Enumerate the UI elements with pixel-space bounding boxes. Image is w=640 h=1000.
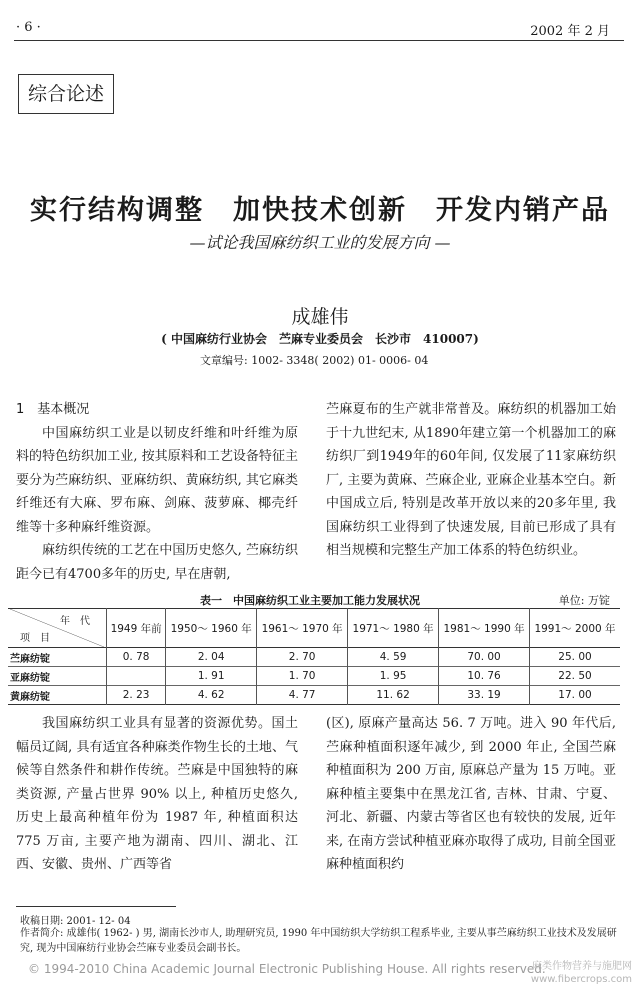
table-cell: 70. 00: [439, 648, 530, 667]
table-cell: 2. 23: [107, 686, 166, 705]
table-header-row: [8, 609, 620, 648]
body-column-right-bottom: [326, 712, 616, 877]
watermark-line: 麻类作物营养与施肥网: [532, 961, 632, 972]
paragraph: 我国麻纺织工业具有显著的资源优势。国土幅员辽阔, 具有适宜各种麻类作物生长的土地、气候等自然条件和耕作传统。苎麻是中国独特的麻类资源, 产量占世界 90% 以上, 种植历史悠久, 历史上最高种植年份为 1987 年, 种植面积达 775 万亩, 主要产地为湖南、四川、湖北、江西、安徽、贵州、广西等省: [16, 716, 298, 872]
section-label: 综合论述: [18, 74, 114, 114]
table-cell: 2. 04: [166, 648, 257, 667]
header-rule: [14, 40, 624, 41]
column-header: 1991～ 2000 年: [530, 609, 620, 648]
table-cell: 17. 00: [530, 686, 620, 705]
table-cell: 0. 78: [107, 648, 166, 667]
table-cell: 1. 70: [257, 667, 348, 686]
table-cell: 22. 50: [530, 667, 620, 686]
article-title: 实行结构调整 加快技术创新 开发内销产品: [30, 195, 610, 226]
table-caption: 表一 中国麻纺织工业主要加工能力发展状况: [200, 594, 420, 607]
table-cell: 4. 59: [348, 648, 439, 667]
column-header: 1950～ 1960 年: [166, 609, 257, 648]
column-header: 1949 年前: [107, 609, 166, 648]
table-cell: 1. 95: [348, 667, 439, 686]
watermark-url: www.fibercrops.com: [530, 974, 632, 985]
row-label: 亚麻纺锭: [10, 672, 50, 684]
table-cell: 4. 62: [166, 686, 257, 705]
row-label: 黄麻纺锭: [10, 691, 50, 703]
row-label: 苎麻纺锭: [10, 653, 50, 665]
corner-label-years: 年 代: [60, 616, 90, 627]
article-subtitle: —试论我国麻纺织工业的发展方向 —: [189, 233, 451, 252]
page-number: · 6 ·: [16, 20, 41, 35]
copyright-notice: © 1994-2010 China Academic Journal Electronic Publishing House. All rights reserved.: [28, 962, 546, 976]
corner-label-item: 项 目: [20, 633, 50, 644]
table-cell: 11. 62: [348, 686, 439, 705]
table-cell: 33. 19: [439, 686, 530, 705]
table-cell: [107, 667, 166, 686]
article-number: 文章编号: 1002- 3348( 2002) 01- 0006- 04: [200, 354, 429, 367]
table-cell: 25. 00: [530, 648, 620, 667]
author-bio: 作者简介: 成雄伟( 1962- ) 男, 湖南长沙市人, 助理研究员, 1990 年中国纺织大学纺织工程系毕业, 主要从事苎麻纺织工业技术及发展研究, 现为中国麻纺行业协会苎麻专业委员会副书长。: [20, 928, 617, 954]
paragraph: (区), 原麻产量高达 56. 7 万吨。进入 90 年代后, 苎麻种植面积逐年减少, 到 2000 年止, 全国苎麻种植面积为 200 万亩, 原麻总产量为 15 万吨。亚麻种植主要集中在黑龙江省, 吉林、甘肃、宁夏、河北、新疆、内蒙古等省区也有较快的发展, 近年来, 在南方尝试种植亚麻亦取得了成功, 目前全国亚麻种植面积约: [326, 716, 616, 872]
table-cell: 10. 76: [439, 667, 530, 686]
paragraph: 中国麻纺织工业是以韧皮纤维和叶纤维为原料的特色纺织加工业, 按其原料和工艺设备特征主要分为苎麻纺织、亚麻纺织、黄麻纺织, 其它麻类纤维还有大麻、罗布麻、剑麻、菠萝麻、椰壳纤维等十多种麻纤维资源。: [16, 425, 298, 535]
author-name: 成雄伟: [291, 306, 349, 328]
issue-date: 2002 年 2 月: [530, 24, 610, 39]
table-row: [8, 667, 620, 686]
table-cell: 1. 91: [166, 667, 257, 686]
paragraph: 苎麻夏布的生产就非常普及。麻纺织的机器加工始于十九世纪末, 从1890年建立第一个机器加工的麻纺织厂到1949年的60年间, 仅发展了11家麻纺织厂, 主要为黄麻、苎麻企业, 亚麻企业基本空白。新中国成立后, 特别是改革开放以来的20多年里, 我国麻纺织工业得到了快速发展, 目前已形成了具有相当规模和完整生产加工体系的特色纺织业。: [326, 402, 616, 558]
table-cell: 4. 77: [257, 686, 348, 705]
capacity-table: [8, 608, 620, 705]
paragraph: 麻纺织传统的工艺在中国历史悠久, 苎麻纺织距今已有4700多年的历史, 早在唐朝,: [16, 543, 298, 582]
column-header: 1981～ 1990 年: [439, 609, 530, 648]
body-column-left-top: [16, 398, 298, 586]
table-unit: 单位: 万锭: [558, 594, 610, 607]
section-heading: 1 基本概况: [16, 402, 90, 417]
table-cell: 2. 70: [257, 648, 348, 667]
body-column-right-top: [326, 398, 616, 563]
site-watermark: [531, 960, 632, 986]
column-header: 1961～ 1970 年: [257, 609, 348, 648]
received-date: 收稿日期: 2001- 12- 04: [20, 916, 131, 927]
footnote-rule: [16, 906, 176, 907]
column-header: 1971～ 1980 年: [348, 609, 439, 648]
table-row: [8, 686, 620, 705]
table-row: [8, 648, 620, 667]
author-affiliation: ( 中国麻纺行业协会 苎麻专业委员会 长沙市 410007): [161, 332, 479, 346]
body-column-left-bottom: [16, 712, 298, 877]
table-corner-cell: [8, 609, 107, 648]
